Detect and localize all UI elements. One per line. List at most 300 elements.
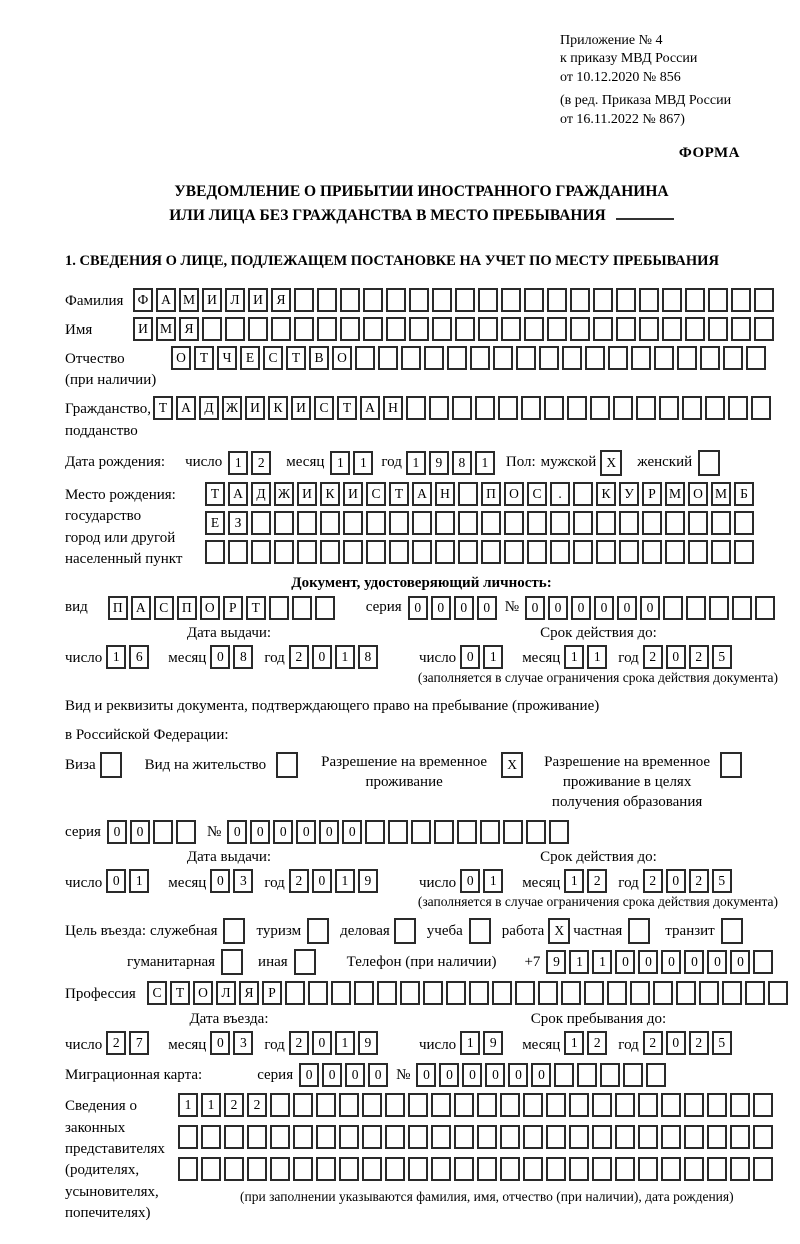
char-cell[interactable]: [615, 1125, 635, 1149]
char-cell[interactable]: А: [412, 482, 432, 506]
char-cell[interactable]: П: [481, 482, 501, 506]
purpose-humanitarian-checkbox[interactable]: [221, 949, 243, 975]
char-cell[interactable]: А: [360, 396, 380, 420]
char-cell[interactable]: [500, 1125, 520, 1149]
char-cell[interactable]: [504, 511, 524, 535]
char-cell[interactable]: 0: [477, 596, 497, 620]
char-cell[interactable]: [458, 540, 478, 564]
char-cell[interactable]: [362, 1125, 382, 1149]
char-cell[interactable]: [178, 1125, 198, 1149]
char-cell[interactable]: [366, 540, 386, 564]
char-cell[interactable]: Т: [153, 396, 173, 420]
char-cell[interactable]: [339, 1125, 359, 1149]
char-cell[interactable]: 8: [358, 645, 378, 669]
char-cell[interactable]: [686, 596, 706, 620]
char-cell[interactable]: [401, 346, 421, 370]
char-cell[interactable]: 2: [289, 645, 309, 669]
char-cell[interactable]: [654, 346, 674, 370]
char-cell[interactable]: 0: [345, 1063, 365, 1087]
purpose-transit-checkbox[interactable]: [721, 918, 743, 944]
char-cell[interactable]: [316, 1157, 336, 1181]
char-cell[interactable]: [247, 1157, 267, 1181]
char-cell[interactable]: [707, 1093, 727, 1117]
char-cell[interactable]: [493, 346, 513, 370]
char-cell[interactable]: 0: [707, 950, 727, 974]
char-cell[interactable]: 2: [643, 645, 663, 669]
char-cell[interactable]: Р: [223, 596, 243, 620]
char-cell[interactable]: [339, 1157, 359, 1181]
char-cell[interactable]: [688, 511, 708, 535]
char-cell[interactable]: [363, 317, 383, 341]
char-cell[interactable]: [478, 288, 498, 312]
char-cell[interactable]: И: [297, 482, 317, 506]
char-cell[interactable]: [516, 346, 536, 370]
char-cell[interactable]: [596, 511, 616, 535]
char-cell[interactable]: [293, 1125, 313, 1149]
char-cell[interactable]: [515, 981, 535, 1005]
char-cell[interactable]: 8: [452, 451, 472, 475]
char-cell[interactable]: [562, 346, 582, 370]
char-cell[interactable]: 1: [569, 950, 589, 974]
char-cell[interactable]: З: [228, 511, 248, 535]
char-cell[interactable]: [751, 396, 771, 420]
char-cell[interactable]: 0: [730, 950, 750, 974]
male-checkbox[interactable]: X: [600, 450, 622, 476]
char-cell[interactable]: С: [147, 981, 167, 1005]
char-cell[interactable]: [613, 396, 633, 420]
char-cell[interactable]: [247, 1125, 267, 1149]
char-cell[interactable]: [431, 1157, 451, 1181]
char-cell[interactable]: [409, 288, 429, 312]
char-cell[interactable]: 0: [640, 596, 660, 620]
char-cell[interactable]: [753, 950, 773, 974]
char-cell[interactable]: [412, 511, 432, 535]
char-cell[interactable]: 1: [483, 645, 503, 669]
char-cell[interactable]: [178, 1157, 198, 1181]
char-cell[interactable]: [662, 288, 682, 312]
char-cell[interactable]: А: [176, 396, 196, 420]
char-cell[interactable]: [458, 511, 478, 535]
char-cell[interactable]: [592, 1125, 612, 1149]
char-cell[interactable]: 0: [594, 596, 614, 620]
char-cell[interactable]: [293, 1093, 313, 1117]
char-cell[interactable]: [385, 1093, 405, 1117]
char-cell[interactable]: [477, 1125, 497, 1149]
char-cell[interactable]: [354, 981, 374, 1005]
char-cell[interactable]: [523, 1157, 543, 1181]
char-cell[interactable]: [524, 288, 544, 312]
char-cell[interactable]: [500, 1093, 520, 1117]
char-cell[interactable]: 9: [358, 869, 378, 893]
char-cell[interactable]: Д: [199, 396, 219, 420]
char-cell[interactable]: 9: [358, 1031, 378, 1055]
char-cell[interactable]: [176, 820, 196, 844]
char-cell[interactable]: [684, 1093, 704, 1117]
char-cell[interactable]: [547, 317, 567, 341]
char-cell[interactable]: [711, 511, 731, 535]
char-cell[interactable]: [478, 317, 498, 341]
char-cell[interactable]: Н: [383, 396, 403, 420]
char-cell[interactable]: Т: [337, 396, 357, 420]
char-cell[interactable]: [567, 396, 587, 420]
char-cell[interactable]: [659, 396, 679, 420]
char-cell[interactable]: [539, 346, 559, 370]
char-cell[interactable]: О: [200, 596, 220, 620]
char-cell[interactable]: [434, 820, 454, 844]
char-cell[interactable]: [653, 981, 673, 1005]
char-cell[interactable]: [754, 317, 774, 341]
char-cell[interactable]: [676, 981, 696, 1005]
char-cell[interactable]: [447, 346, 467, 370]
char-cell[interactable]: [623, 1063, 643, 1087]
char-cell[interactable]: И: [343, 482, 363, 506]
char-cell[interactable]: [722, 981, 742, 1005]
char-cell[interactable]: 2: [587, 1031, 607, 1055]
char-cell[interactable]: 2: [689, 645, 709, 669]
char-cell[interactable]: [600, 1063, 620, 1087]
char-cell[interactable]: 0: [431, 596, 451, 620]
char-cell[interactable]: 0: [684, 950, 704, 974]
char-cell[interactable]: 5: [712, 869, 732, 893]
char-cell[interactable]: [201, 1125, 221, 1149]
char-cell[interactable]: [630, 981, 650, 1005]
char-cell[interactable]: 7: [129, 1031, 149, 1055]
char-cell[interactable]: [340, 288, 360, 312]
purpose-business-checkbox[interactable]: [394, 918, 416, 944]
char-cell[interactable]: [570, 317, 590, 341]
char-cell[interactable]: 0: [548, 596, 568, 620]
char-cell[interactable]: [646, 1063, 666, 1087]
char-cell[interactable]: [615, 1157, 635, 1181]
char-cell[interactable]: Е: [205, 511, 225, 535]
char-cell[interactable]: Р: [262, 981, 282, 1005]
char-cell[interactable]: [730, 1093, 750, 1117]
char-cell[interactable]: 0: [312, 645, 332, 669]
char-cell[interactable]: [684, 1125, 704, 1149]
char-cell[interactable]: [734, 540, 754, 564]
char-cell[interactable]: [731, 288, 751, 312]
char-cell[interactable]: Т: [246, 596, 266, 620]
residence-permit-checkbox[interactable]: [276, 752, 298, 778]
char-cell[interactable]: [331, 981, 351, 1005]
char-cell[interactable]: [378, 346, 398, 370]
char-cell[interactable]: [446, 981, 466, 1005]
char-cell[interactable]: 0: [130, 820, 150, 844]
char-cell[interactable]: [294, 288, 314, 312]
char-cell[interactable]: [569, 1157, 589, 1181]
char-cell[interactable]: [475, 396, 495, 420]
char-cell[interactable]: [408, 1125, 428, 1149]
char-cell[interactable]: 0: [273, 820, 293, 844]
char-cell[interactable]: К: [268, 396, 288, 420]
char-cell[interactable]: [435, 540, 455, 564]
char-cell[interactable]: [550, 540, 570, 564]
char-cell[interactable]: Б: [734, 482, 754, 506]
char-cell[interactable]: [732, 596, 752, 620]
char-cell[interactable]: А: [156, 288, 176, 312]
char-cell[interactable]: Н: [435, 482, 455, 506]
char-cell[interactable]: И: [133, 317, 153, 341]
char-cell[interactable]: [661, 1093, 681, 1117]
char-cell[interactable]: 2: [224, 1093, 244, 1117]
char-cell[interactable]: [753, 1093, 773, 1117]
char-cell[interactable]: [745, 981, 765, 1005]
char-cell[interactable]: К: [596, 482, 616, 506]
char-cell[interactable]: [592, 1093, 612, 1117]
char-cell[interactable]: 0: [454, 596, 474, 620]
char-cell[interactable]: [477, 1157, 497, 1181]
char-cell[interactable]: 0: [615, 950, 635, 974]
char-cell[interactable]: [615, 1093, 635, 1117]
char-cell[interactable]: Т: [205, 482, 225, 506]
char-cell[interactable]: [317, 317, 337, 341]
char-cell[interactable]: [225, 317, 245, 341]
char-cell[interactable]: [503, 820, 523, 844]
char-cell[interactable]: [340, 317, 360, 341]
char-cell[interactable]: Д: [251, 482, 271, 506]
char-cell[interactable]: [730, 1125, 750, 1149]
char-cell[interactable]: [365, 820, 385, 844]
char-cell[interactable]: Л: [225, 288, 245, 312]
char-cell[interactable]: Ж: [274, 482, 294, 506]
temp-residence-education-checkbox[interactable]: [720, 752, 742, 778]
char-cell[interactable]: 2: [689, 869, 709, 893]
char-cell[interactable]: [570, 288, 590, 312]
char-cell[interactable]: 1: [353, 451, 373, 475]
char-cell[interactable]: [619, 511, 639, 535]
char-cell[interactable]: [642, 511, 662, 535]
char-cell[interactable]: [248, 317, 268, 341]
char-cell[interactable]: [596, 540, 616, 564]
char-cell[interactable]: [593, 317, 613, 341]
char-cell[interactable]: [709, 596, 729, 620]
char-cell[interactable]: 0: [227, 820, 247, 844]
char-cell[interactable]: 5: [712, 1031, 732, 1055]
char-cell[interactable]: 1: [564, 1031, 584, 1055]
char-cell[interactable]: [292, 596, 312, 620]
char-cell[interactable]: [454, 1157, 474, 1181]
char-cell[interactable]: [153, 820, 173, 844]
char-cell[interactable]: 9: [546, 950, 566, 974]
char-cell[interactable]: [638, 1125, 658, 1149]
char-cell[interactable]: [408, 1157, 428, 1181]
char-cell[interactable]: 1: [129, 869, 149, 893]
char-cell[interactable]: П: [177, 596, 197, 620]
char-cell[interactable]: [639, 288, 659, 312]
char-cell[interactable]: А: [228, 482, 248, 506]
char-cell[interactable]: 1: [564, 869, 584, 893]
char-cell[interactable]: [343, 540, 363, 564]
char-cell[interactable]: [527, 511, 547, 535]
char-cell[interactable]: [454, 1093, 474, 1117]
char-cell[interactable]: 0: [296, 820, 316, 844]
char-cell[interactable]: [754, 288, 774, 312]
char-cell[interactable]: [477, 1093, 497, 1117]
char-cell[interactable]: [274, 511, 294, 535]
char-cell[interactable]: [573, 540, 593, 564]
char-cell[interactable]: [665, 540, 685, 564]
purpose-tourism-checkbox[interactable]: [307, 918, 329, 944]
char-cell[interactable]: [343, 511, 363, 535]
char-cell[interactable]: [546, 1093, 566, 1117]
char-cell[interactable]: [432, 288, 452, 312]
char-cell[interactable]: [270, 1157, 290, 1181]
char-cell[interactable]: [538, 981, 558, 1005]
temp-residence-checkbox[interactable]: X: [501, 752, 523, 778]
char-cell[interactable]: [547, 288, 567, 312]
purpose-official-checkbox[interactable]: [223, 918, 245, 944]
char-cell[interactable]: [661, 1157, 681, 1181]
char-cell[interactable]: Ж: [222, 396, 242, 420]
purpose-work-checkbox[interactable]: X: [548, 918, 570, 944]
purpose-study-checkbox[interactable]: [469, 918, 491, 944]
char-cell[interactable]: [320, 511, 340, 535]
char-cell[interactable]: [377, 981, 397, 1005]
char-cell[interactable]: [707, 1157, 727, 1181]
char-cell[interactable]: И: [245, 396, 265, 420]
char-cell[interactable]: [607, 981, 627, 1005]
char-cell[interactable]: Р: [642, 482, 662, 506]
char-cell[interactable]: 0: [439, 1063, 459, 1087]
char-cell[interactable]: 1: [201, 1093, 221, 1117]
char-cell[interactable]: 0: [531, 1063, 551, 1087]
char-cell[interactable]: [753, 1125, 773, 1149]
char-cell[interactable]: И: [248, 288, 268, 312]
char-cell[interactable]: 3: [233, 869, 253, 893]
char-cell[interactable]: 0: [508, 1063, 528, 1087]
char-cell[interactable]: 1: [335, 869, 355, 893]
char-cell[interactable]: [228, 540, 248, 564]
char-cell[interactable]: [355, 346, 375, 370]
char-cell[interactable]: 1: [587, 645, 607, 669]
char-cell[interactable]: [431, 1125, 451, 1149]
char-cell[interactable]: 0: [210, 645, 230, 669]
char-cell[interactable]: [665, 511, 685, 535]
char-cell[interactable]: И: [291, 396, 311, 420]
char-cell[interactable]: [521, 396, 541, 420]
char-cell[interactable]: 0: [210, 869, 230, 893]
visa-checkbox[interactable]: [100, 752, 122, 778]
char-cell[interactable]: [746, 346, 766, 370]
char-cell[interactable]: [526, 820, 546, 844]
char-cell[interactable]: [723, 346, 743, 370]
char-cell[interactable]: 5: [712, 645, 732, 669]
char-cell[interactable]: Т: [389, 482, 409, 506]
char-cell[interactable]: [504, 540, 524, 564]
char-cell[interactable]: [573, 482, 593, 506]
char-cell[interactable]: 2: [251, 451, 271, 475]
char-cell[interactable]: [705, 396, 725, 420]
char-cell[interactable]: [362, 1093, 382, 1117]
char-cell[interactable]: 1: [592, 950, 612, 974]
char-cell[interactable]: 2: [643, 869, 663, 893]
char-cell[interactable]: [424, 346, 444, 370]
char-cell[interactable]: .: [550, 482, 570, 506]
char-cell[interactable]: 2: [247, 1093, 267, 1117]
char-cell[interactable]: 1: [178, 1093, 198, 1117]
char-cell[interactable]: [755, 596, 775, 620]
char-cell[interactable]: [409, 317, 429, 341]
char-cell[interactable]: В: [309, 346, 329, 370]
char-cell[interactable]: 0: [312, 1031, 332, 1055]
char-cell[interactable]: [524, 317, 544, 341]
char-cell[interactable]: [546, 1157, 566, 1181]
char-cell[interactable]: [386, 288, 406, 312]
char-cell[interactable]: [492, 981, 512, 1005]
char-cell[interactable]: [408, 1093, 428, 1117]
char-cell[interactable]: 1: [106, 645, 126, 669]
char-cell[interactable]: [708, 317, 728, 341]
char-cell[interactable]: 0: [342, 820, 362, 844]
char-cell[interactable]: М: [156, 317, 176, 341]
char-cell[interactable]: Т: [194, 346, 214, 370]
char-cell[interactable]: [639, 317, 659, 341]
char-cell[interactable]: [400, 981, 420, 1005]
char-cell[interactable]: 2: [587, 869, 607, 893]
char-cell[interactable]: 1: [335, 1031, 355, 1055]
char-cell[interactable]: [638, 1157, 658, 1181]
char-cell[interactable]: [728, 396, 748, 420]
char-cell[interactable]: [316, 1093, 336, 1117]
char-cell[interactable]: [684, 1157, 704, 1181]
char-cell[interactable]: [270, 1125, 290, 1149]
char-cell[interactable]: [201, 1157, 221, 1181]
char-cell[interactable]: [455, 288, 475, 312]
char-cell[interactable]: [523, 1125, 543, 1149]
char-cell[interactable]: [389, 511, 409, 535]
char-cell[interactable]: 0: [368, 1063, 388, 1087]
char-cell[interactable]: [435, 511, 455, 535]
char-cell[interactable]: Л: [216, 981, 236, 1005]
char-cell[interactable]: 1: [406, 451, 426, 475]
char-cell[interactable]: [362, 1157, 382, 1181]
char-cell[interactable]: [685, 288, 705, 312]
char-cell[interactable]: [363, 288, 383, 312]
char-cell[interactable]: С: [263, 346, 283, 370]
char-cell[interactable]: 0: [460, 869, 480, 893]
char-cell[interactable]: [470, 346, 490, 370]
char-cell[interactable]: [501, 317, 521, 341]
char-cell[interactable]: [386, 317, 406, 341]
char-cell[interactable]: [584, 981, 604, 1005]
char-cell[interactable]: [251, 540, 271, 564]
char-cell[interactable]: 8: [233, 645, 253, 669]
char-cell[interactable]: Я: [239, 981, 259, 1005]
char-cell[interactable]: [768, 981, 788, 1005]
char-cell[interactable]: [202, 317, 222, 341]
char-cell[interactable]: [500, 1157, 520, 1181]
char-cell[interactable]: О: [504, 482, 524, 506]
char-cell[interactable]: 6: [129, 645, 149, 669]
char-cell[interactable]: [592, 1157, 612, 1181]
char-cell[interactable]: О: [688, 482, 708, 506]
char-cell[interactable]: [251, 511, 271, 535]
char-cell[interactable]: [616, 317, 636, 341]
char-cell[interactable]: [573, 511, 593, 535]
char-cell[interactable]: [700, 346, 720, 370]
female-checkbox[interactable]: [698, 450, 720, 476]
purpose-private-checkbox[interactable]: [628, 918, 650, 944]
char-cell[interactable]: А: [131, 596, 151, 620]
char-cell[interactable]: Ф: [133, 288, 153, 312]
char-cell[interactable]: [317, 288, 337, 312]
char-cell[interactable]: М: [179, 288, 199, 312]
char-cell[interactable]: [205, 540, 225, 564]
char-cell[interactable]: [585, 346, 605, 370]
char-cell[interactable]: М: [665, 482, 685, 506]
char-cell[interactable]: [561, 981, 581, 1005]
char-cell[interactable]: [708, 288, 728, 312]
